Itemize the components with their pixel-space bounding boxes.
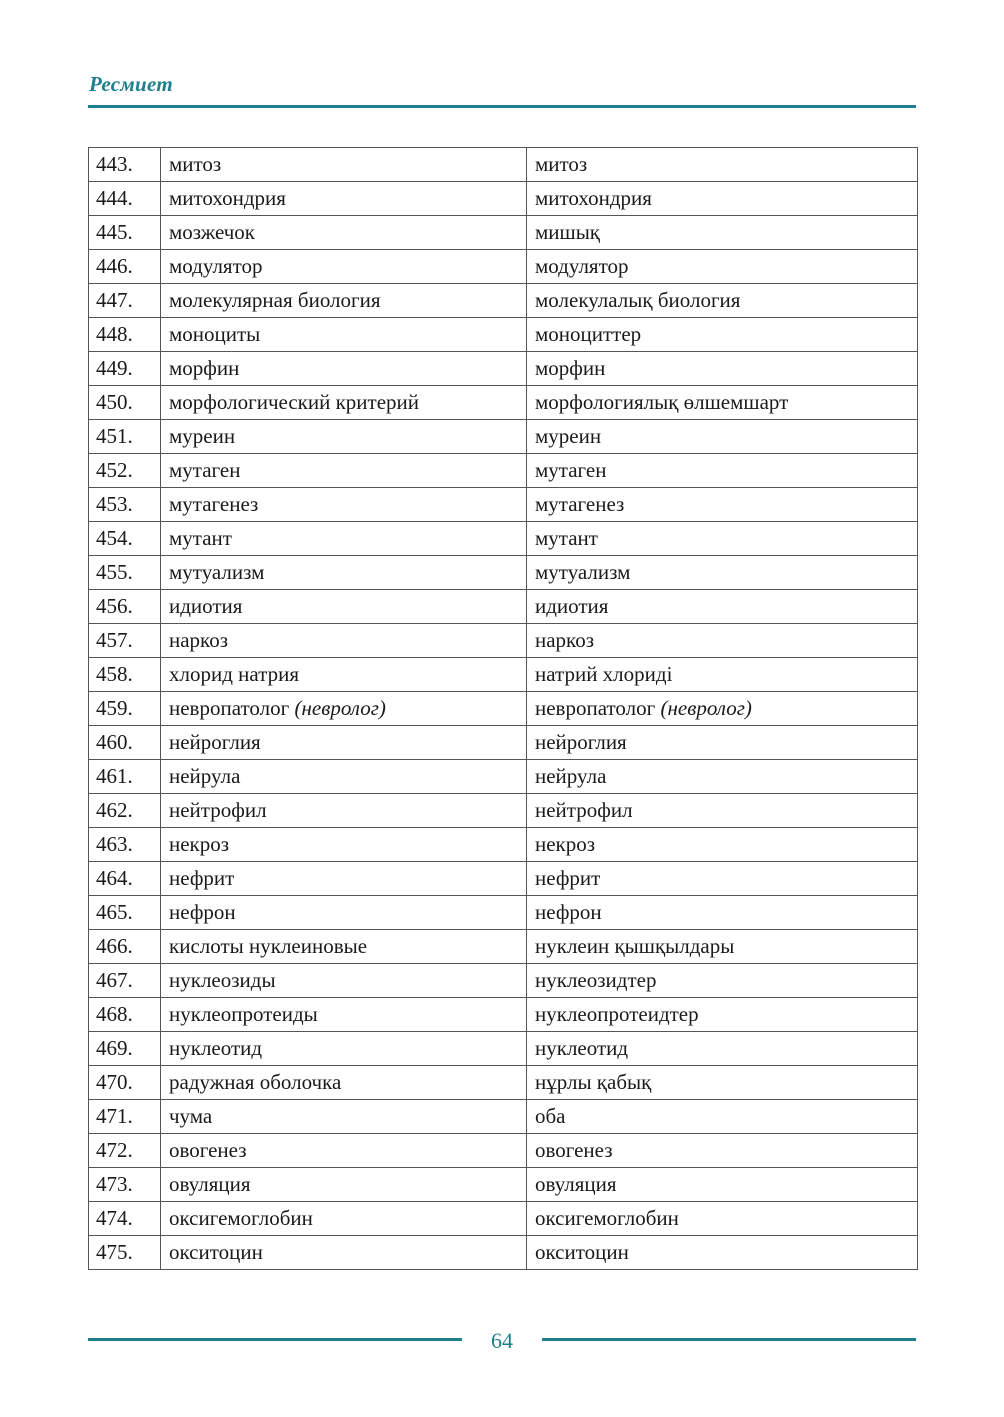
term-russian	[161, 964, 527, 998]
term-number: 448.	[89, 318, 161, 352]
term-kazakh	[527, 556, 918, 590]
term-number: 471.	[89, 1100, 161, 1134]
term-note: (невролог)	[294, 696, 386, 720]
term-number: 472.	[89, 1134, 161, 1168]
term-kazakh-text: нейроглия	[535, 730, 627, 754]
term-russian-text: невропатолог	[169, 696, 290, 720]
term-russian-text: чума	[169, 1104, 213, 1128]
term-russian-text: нейтрофил	[169, 798, 267, 822]
table-row	[89, 352, 918, 386]
term-number: 455.	[89, 556, 161, 590]
term-russian	[161, 454, 527, 488]
term-number: 453.	[89, 488, 161, 522]
term-kazakh-text: оба	[535, 1104, 566, 1128]
term-kazakh-text: нуклеозидтер	[535, 968, 657, 992]
term-number: 462.	[89, 794, 161, 828]
term-kazakh-text: нефрон	[535, 900, 602, 924]
term-russian-text: митохондрия	[169, 186, 286, 210]
term-kazakh	[527, 318, 918, 352]
term-kazakh-text: невропатолог	[535, 696, 656, 720]
term-russian	[161, 726, 527, 760]
term-russian-text: мутагенез	[169, 492, 259, 516]
term-kazakh-text: некроз	[535, 832, 596, 856]
term-kazakh	[527, 726, 918, 760]
term-russian	[161, 624, 527, 658]
table-row	[89, 454, 918, 488]
term-russian-text: морфин	[169, 356, 240, 380]
term-kazakh	[527, 1032, 918, 1066]
term-number: 457.	[89, 624, 161, 658]
table-row	[89, 488, 918, 522]
term-kazakh	[527, 998, 918, 1032]
term-kazakh	[527, 420, 918, 454]
term-russian	[161, 794, 527, 828]
term-russian	[161, 318, 527, 352]
term-kazakh	[527, 454, 918, 488]
term-russian	[161, 250, 527, 284]
term-russian-text: нуклеозиды	[169, 968, 276, 992]
term-number: 450.	[89, 386, 161, 420]
term-russian-text: молекулярная биология	[169, 288, 381, 312]
term-number: 473.	[89, 1168, 161, 1202]
header-divider	[88, 105, 916, 108]
term-kazakh	[527, 590, 918, 624]
term-russian	[161, 1236, 527, 1270]
table-row	[89, 318, 918, 352]
term-russian	[161, 1032, 527, 1066]
term-russian	[161, 590, 527, 624]
term-russian-text: моноциты	[169, 322, 261, 346]
term-number: 458.	[89, 658, 161, 692]
term-kazakh-text: нейтрофил	[535, 798, 633, 822]
term-russian	[161, 182, 527, 216]
term-kazakh-text: натрий хлориді	[535, 662, 673, 686]
page-number: 64	[491, 1328, 513, 1353]
term-russian-text: нефрон	[169, 900, 236, 924]
term-number: 463.	[89, 828, 161, 862]
term-kazakh	[527, 352, 918, 386]
term-kazakh	[527, 1134, 918, 1168]
term-russian	[161, 1100, 527, 1134]
table-row	[89, 148, 918, 182]
term-russian	[161, 352, 527, 386]
term-russian-text: муреин	[169, 424, 236, 448]
term-russian-text: мутант	[169, 526, 232, 550]
term-number: 449.	[89, 352, 161, 386]
term-kazakh-text: мутаген	[535, 458, 607, 482]
glossary-table	[88, 147, 918, 1270]
term-kazakh-text: идиотия	[535, 594, 609, 618]
term-number: 466.	[89, 930, 161, 964]
term-number: 456.	[89, 590, 161, 624]
term-number: 459.	[89, 692, 161, 726]
term-number: 446.	[89, 250, 161, 284]
footer-divider-left	[88, 1338, 462, 1341]
footer-divider-right	[542, 1338, 916, 1341]
term-russian	[161, 658, 527, 692]
term-kazakh-text: моноциттер	[535, 322, 642, 346]
term-russian	[161, 896, 527, 930]
table-row	[89, 658, 918, 692]
term-kazakh	[527, 250, 918, 284]
table-row	[89, 862, 918, 896]
term-kazakh-text: мутант	[535, 526, 598, 550]
running-header-title: Ресмиет	[89, 72, 173, 96]
table-row	[89, 216, 918, 250]
term-kazakh-text: нұрлы қабық	[535, 1070, 652, 1094]
term-kazakh	[527, 1066, 918, 1100]
term-russian-text: овогенез	[169, 1138, 247, 1162]
term-kazakh-text: нейрула	[535, 764, 607, 788]
table-row	[89, 828, 918, 862]
table-row	[89, 760, 918, 794]
term-kazakh-text: оксигемоглобин	[535, 1206, 679, 1230]
table-row	[89, 386, 918, 420]
term-number: 444.	[89, 182, 161, 216]
table-row	[89, 1066, 918, 1100]
term-russian	[161, 522, 527, 556]
term-russian-text: наркоз	[169, 628, 228, 652]
term-kazakh-text: митоз	[535, 152, 588, 176]
term-russian	[161, 556, 527, 590]
term-number: 468.	[89, 998, 161, 1032]
table-row	[89, 794, 918, 828]
term-kazakh	[527, 930, 918, 964]
table-row	[89, 726, 918, 760]
table-row	[89, 692, 918, 726]
table-row	[89, 1236, 918, 1270]
table-row	[89, 590, 918, 624]
term-kazakh-text: нуклеин қышқылдары	[535, 934, 735, 958]
term-russian	[161, 1066, 527, 1100]
term-kazakh-text: молекулалық биология	[535, 288, 741, 312]
term-kazakh	[527, 1202, 918, 1236]
term-russian	[161, 284, 527, 318]
term-kazakh-text: морфин	[535, 356, 606, 380]
table-row	[89, 284, 918, 318]
term-russian	[161, 488, 527, 522]
term-russian-text: мозжечок	[169, 220, 255, 244]
term-kazakh	[527, 182, 918, 216]
term-kazakh-text: мутагенез	[535, 492, 625, 516]
term-russian	[161, 998, 527, 1032]
term-russian-text: окситоцин	[169, 1240, 263, 1264]
term-kazakh-text: овуляция	[535, 1172, 617, 1196]
term-russian	[161, 1134, 527, 1168]
term-russian	[161, 862, 527, 896]
term-kazakh	[527, 794, 918, 828]
term-kazakh	[527, 1100, 918, 1134]
term-russian	[161, 930, 527, 964]
term-russian	[161, 1202, 527, 1236]
term-kazakh-text: мишық	[535, 220, 601, 244]
term-kazakh	[527, 624, 918, 658]
term-kazakh	[527, 692, 918, 726]
term-kazakh-text: митохондрия	[535, 186, 652, 210]
table-row	[89, 1032, 918, 1066]
term-kazakh-text: овогенез	[535, 1138, 613, 1162]
term-kazakh-text: окситоцин	[535, 1240, 629, 1264]
term-kazakh	[527, 488, 918, 522]
term-kazakh	[527, 658, 918, 692]
term-russian	[161, 216, 527, 250]
table-row	[89, 624, 918, 658]
term-kazakh	[527, 828, 918, 862]
term-number: 474.	[89, 1202, 161, 1236]
term-kazakh	[527, 862, 918, 896]
term-number: 475.	[89, 1236, 161, 1270]
term-kazakh	[527, 760, 918, 794]
table-row	[89, 930, 918, 964]
term-number: 460.	[89, 726, 161, 760]
glossary-table-body	[89, 148, 918, 1270]
table-row	[89, 896, 918, 930]
term-number: 443.	[89, 148, 161, 182]
table-row	[89, 1100, 918, 1134]
term-kazakh	[527, 1168, 918, 1202]
table-row	[89, 250, 918, 284]
term-kazakh-text: наркоз	[535, 628, 594, 652]
term-kazakh	[527, 148, 918, 182]
term-russian-text: мутуализм	[169, 560, 265, 584]
term-number: 469.	[89, 1032, 161, 1066]
term-russian	[161, 420, 527, 454]
term-russian	[161, 760, 527, 794]
term-russian-text: нуклеопротеиды	[169, 1002, 318, 1026]
table-row	[89, 964, 918, 998]
term-russian-text: морфологический критерий	[169, 390, 420, 414]
term-kazakh-text: модулятор	[535, 254, 629, 278]
term-russian	[161, 828, 527, 862]
term-kazakh	[527, 284, 918, 318]
term-russian-text: идиотия	[169, 594, 243, 618]
term-number: 470.	[89, 1066, 161, 1100]
term-kazakh	[527, 216, 918, 250]
term-russian	[161, 1168, 527, 1202]
table-row	[89, 522, 918, 556]
term-russian-text: овуляция	[169, 1172, 251, 1196]
term-russian-text: нейрула	[169, 764, 241, 788]
term-russian-text: некроз	[169, 832, 230, 856]
term-russian-text: митоз	[169, 152, 222, 176]
term-kazakh-text: муреин	[535, 424, 602, 448]
term-russian-text: нефрит	[169, 866, 235, 890]
table-row	[89, 556, 918, 590]
table-row	[89, 420, 918, 454]
term-number: 465.	[89, 896, 161, 930]
term-number: 452.	[89, 454, 161, 488]
term-russian-text: радужная оболочка	[169, 1070, 342, 1094]
table-row	[89, 998, 918, 1032]
term-russian-text: нейроглия	[169, 730, 261, 754]
term-kazakh	[527, 1236, 918, 1270]
term-number: 454.	[89, 522, 161, 556]
term-kazakh-text: нуклеотид	[535, 1036, 629, 1060]
term-russian-text: модулятор	[169, 254, 263, 278]
term-russian-text: нуклеотид	[169, 1036, 263, 1060]
term-russian	[161, 386, 527, 420]
table-row	[89, 1134, 918, 1168]
term-number: 467.	[89, 964, 161, 998]
term-number: 461.	[89, 760, 161, 794]
term-number: 445.	[89, 216, 161, 250]
term-note: (невролог)	[660, 696, 752, 720]
term-russian-text: мутаген	[169, 458, 241, 482]
term-kazakh-text: морфологиялық өлшемшарт	[535, 390, 789, 414]
term-number: 451.	[89, 420, 161, 454]
term-russian-text: кислоты нуклеиновые	[169, 934, 368, 958]
term-kazakh	[527, 896, 918, 930]
term-russian-text: хлорид натрия	[169, 662, 299, 686]
table-row	[89, 1202, 918, 1236]
table-row	[89, 182, 918, 216]
term-number: 464.	[89, 862, 161, 896]
term-kazakh	[527, 522, 918, 556]
term-kazakh-text: нефрит	[535, 866, 601, 890]
term-kazakh-text: мутуализм	[535, 560, 631, 584]
term-russian	[161, 692, 527, 726]
term-kazakh	[527, 964, 918, 998]
term-kazakh-text: нуклеопротеидтер	[535, 1002, 699, 1026]
table-row	[89, 1168, 918, 1202]
term-number: 447.	[89, 284, 161, 318]
term-russian-text: оксигемоглобин	[169, 1206, 313, 1230]
term-kazakh	[527, 386, 918, 420]
term-russian	[161, 148, 527, 182]
